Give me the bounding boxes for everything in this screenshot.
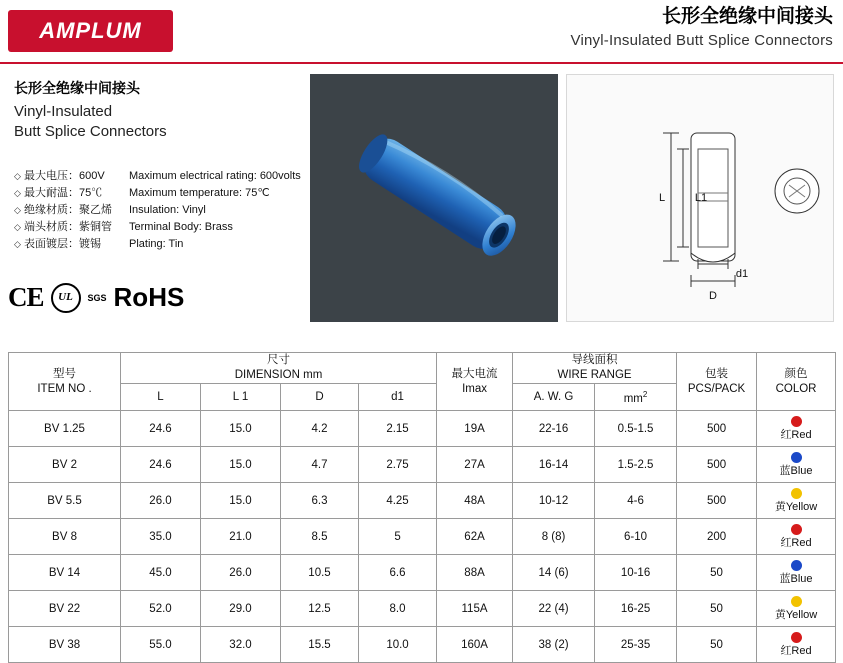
spec-item-en: Terminal Body: Brass xyxy=(129,221,233,233)
spec-item xyxy=(14,202,304,219)
header-title-en: Vinyl-Insulated Butt Splice Connectors xyxy=(570,32,833,49)
header-dim-D: D xyxy=(281,384,359,411)
cell-D: 6.3 xyxy=(281,483,359,519)
cell-L: 35.0 xyxy=(121,519,201,555)
cell-color xyxy=(757,447,836,483)
cell-pack: 500 xyxy=(677,447,757,483)
drawing-label-L: L xyxy=(658,192,666,204)
cell-D: 15.5 xyxy=(281,627,359,663)
cell-L1: 21.0 xyxy=(201,519,281,555)
spec-item-en: Insulation: Vinyl xyxy=(129,204,206,216)
cell-imax: 48A xyxy=(437,483,513,519)
color-label: 红Red xyxy=(780,537,812,549)
color-dot xyxy=(791,560,802,571)
table-row xyxy=(9,483,836,519)
header-item-no-en: ITEM NO . xyxy=(37,382,92,395)
table-header-row-1 xyxy=(9,353,836,384)
sgs-icon xyxy=(88,293,107,303)
table-row xyxy=(9,447,836,483)
color-label: 蓝Blue xyxy=(779,573,813,585)
spec-item-cn: 最大电压：600V xyxy=(24,170,105,182)
color-dot xyxy=(791,452,802,463)
spec-item-cn: 绝缘材质：聚乙烯 xyxy=(24,204,112,216)
certification-marks xyxy=(8,282,184,313)
table-row xyxy=(9,555,836,591)
cell-mm2: 16-25 xyxy=(595,591,677,627)
cell-imax: 19A xyxy=(437,411,513,447)
cell-pack: 500 xyxy=(677,411,757,447)
color-label: 黄Yellow xyxy=(774,609,818,621)
color-dot xyxy=(791,488,802,499)
color-dot xyxy=(791,524,802,535)
cell-d1: 8.0 xyxy=(359,591,437,627)
product-overview xyxy=(0,64,843,342)
cell-L: 45.0 xyxy=(121,555,201,591)
color-label: 黄Yellow xyxy=(774,501,818,513)
spec-item-cn: 端头材质：紫铜管 xyxy=(24,221,112,233)
cell-pack: 50 xyxy=(677,591,757,627)
cell-mm2: 10-16 xyxy=(595,555,677,591)
header-current-cn: 最大电流 xyxy=(451,367,498,380)
cell-color xyxy=(757,519,836,555)
cell-imax: 27A xyxy=(437,447,513,483)
header-title-cn: 长形全绝缘中间接头 xyxy=(661,6,833,27)
cell-imax: 88A xyxy=(437,555,513,591)
cell-color xyxy=(757,483,836,519)
spec-item-en: Maximum electrical rating: 600volts xyxy=(129,170,301,182)
drawing-label-L1: L1 xyxy=(694,192,708,204)
cell-mm2: 25-35 xyxy=(595,627,677,663)
header-wire-mm2 xyxy=(595,384,677,411)
header-wire-mm2-label: mm xyxy=(623,392,643,405)
header-pack xyxy=(677,353,757,411)
color-label: 红Red xyxy=(780,429,812,441)
spec-item xyxy=(14,236,304,253)
product-spec-block xyxy=(14,78,304,253)
color-dot xyxy=(791,416,802,427)
cell-color xyxy=(757,555,836,591)
cell-D: 8.5 xyxy=(281,519,359,555)
table-body xyxy=(9,411,836,663)
header-color xyxy=(757,353,836,411)
header-wire-mm2-sup: 2 xyxy=(642,390,648,400)
product-title-en-line1: Vinyl-Insulated xyxy=(14,103,113,120)
cell-L: 26.0 xyxy=(121,483,201,519)
cell-awg: 22 (4) xyxy=(513,591,595,627)
ul-icon: UL xyxy=(51,283,81,313)
header-dim-L: L xyxy=(121,384,201,411)
cell-item: BV 1.25 xyxy=(9,411,121,447)
header-pack-cn: 包装 xyxy=(705,367,729,380)
header-item-no-cn: 型号 xyxy=(53,367,76,380)
color-label: 蓝Blue xyxy=(779,465,813,477)
header-titles xyxy=(571,4,833,52)
bullet-icon: ◇ xyxy=(14,188,21,198)
cell-L1: 26.0 xyxy=(201,555,281,591)
cell-item: BV 14 xyxy=(9,555,121,591)
cell-item: BV 8 xyxy=(9,519,121,555)
sgs-icon-label: SGS xyxy=(87,292,107,303)
table-row xyxy=(9,411,836,447)
cell-d1: 5 xyxy=(359,519,437,555)
cell-color xyxy=(757,411,836,447)
cell-color xyxy=(757,627,836,663)
table-row xyxy=(9,519,836,555)
bullet-icon: ◇ xyxy=(14,222,21,232)
cell-d1: 4.25 xyxy=(359,483,437,519)
cell-awg: 38 (2) xyxy=(513,627,595,663)
drawing-label-d1: d1 xyxy=(735,268,749,280)
cell-pack: 50 xyxy=(677,555,757,591)
spec-item-en: Maximum temperature: 75℃ xyxy=(129,187,270,199)
brand-logo-text: AMPLUM xyxy=(39,18,142,43)
cell-D: 10.5 xyxy=(281,555,359,591)
color-label: 红Red xyxy=(780,645,812,657)
cell-awg: 22-16 xyxy=(513,411,595,447)
bullet-icon: ◇ xyxy=(14,205,21,215)
cell-imax: 115A xyxy=(437,591,513,627)
technical-drawing xyxy=(566,74,834,322)
cell-mm2: 0.5-1.5 xyxy=(595,411,677,447)
specification-table xyxy=(8,352,836,663)
specification-table-wrap xyxy=(8,352,835,663)
cell-item: BV 2 xyxy=(9,447,121,483)
cell-d1: 6.6 xyxy=(359,555,437,591)
cell-L1: 29.0 xyxy=(201,591,281,627)
header-dimension xyxy=(121,353,437,384)
cell-item: BV 22 xyxy=(9,591,121,627)
spec-item xyxy=(14,219,304,236)
spec-item-en: Plating: Tin xyxy=(129,238,184,250)
header-dim-L1: L 1 xyxy=(201,384,281,411)
page-header xyxy=(0,0,843,64)
cell-imax: 160A xyxy=(437,627,513,663)
cell-L: 55.0 xyxy=(121,627,201,663)
cell-item: BV 5.5 xyxy=(9,483,121,519)
color-dot xyxy=(791,596,802,607)
header-color-en: COLOR xyxy=(775,382,817,395)
cell-awg: 8 (8) xyxy=(513,519,595,555)
cell-L: 24.6 xyxy=(121,411,201,447)
product-title-en-line2: Butt Splice Connectors xyxy=(14,123,167,140)
cell-awg: 16-14 xyxy=(513,447,595,483)
header-current-en: Imax xyxy=(462,382,487,395)
cell-d1: 2.75 xyxy=(359,447,437,483)
cell-d1: 2.15 xyxy=(359,411,437,447)
table-row xyxy=(9,591,836,627)
header-current xyxy=(437,353,513,411)
cell-L1: 15.0 xyxy=(201,411,281,447)
cell-imax: 62A xyxy=(437,519,513,555)
cell-awg: 14 (6) xyxy=(513,555,595,591)
connector-illustration xyxy=(342,126,528,266)
cell-L1: 15.0 xyxy=(201,447,281,483)
header-wire-range-cn: 导线面积 xyxy=(571,354,618,366)
cell-D: 12.5 xyxy=(281,591,359,627)
header-dimension-en: DIMENSION mm xyxy=(234,369,323,381)
header-wire-range-en: WIRE RANGE xyxy=(557,369,632,381)
bullet-icon: ◇ xyxy=(14,171,21,181)
header-pack-en: PCS/PACK xyxy=(687,382,746,395)
brand-logo xyxy=(8,10,173,52)
drawing-svg xyxy=(567,75,833,321)
cell-D: 4.2 xyxy=(281,411,359,447)
cell-item: BV 38 xyxy=(9,627,121,663)
bullet-icon: ◇ xyxy=(14,239,21,249)
rohs-icon: RoHS xyxy=(113,282,185,312)
header-wire-awg: A. W. G xyxy=(513,384,595,411)
drawing-label-D: D xyxy=(709,290,717,302)
cell-pack: 200 xyxy=(677,519,757,555)
product-title-cn: 长形全绝缘中间接头 xyxy=(14,80,140,96)
product-spec-list xyxy=(14,168,304,253)
spec-item xyxy=(14,185,304,202)
table-row xyxy=(9,627,836,663)
product-photo xyxy=(310,74,558,322)
cell-L1: 15.0 xyxy=(201,483,281,519)
cell-d1: 10.0 xyxy=(359,627,437,663)
cell-D: 4.7 xyxy=(281,447,359,483)
ce-icon: CE xyxy=(8,282,44,312)
cell-mm2: 6-10 xyxy=(595,519,677,555)
cell-mm2: 1.5-2.5 xyxy=(595,447,677,483)
spec-item-cn: 表面镀层：镀锡 xyxy=(24,238,101,250)
color-dot xyxy=(791,632,802,643)
header-color-cn: 颜色 xyxy=(784,367,808,380)
header-item-no xyxy=(9,353,121,411)
cell-awg: 10-12 xyxy=(513,483,595,519)
header-wire-range xyxy=(513,353,677,384)
spec-item-cn: 最大耐温：75℃ xyxy=(24,187,103,199)
spec-item xyxy=(14,168,304,185)
cell-L: 52.0 xyxy=(121,591,201,627)
cell-pack: 500 xyxy=(677,483,757,519)
cell-mm2: 4-6 xyxy=(595,483,677,519)
header-dim-d1: d1 xyxy=(359,384,437,411)
cell-L1: 32.0 xyxy=(201,627,281,663)
cell-pack: 50 xyxy=(677,627,757,663)
header-dimension-cn: 尺寸 xyxy=(267,354,291,366)
cell-L: 24.6 xyxy=(121,447,201,483)
cell-color xyxy=(757,591,836,627)
